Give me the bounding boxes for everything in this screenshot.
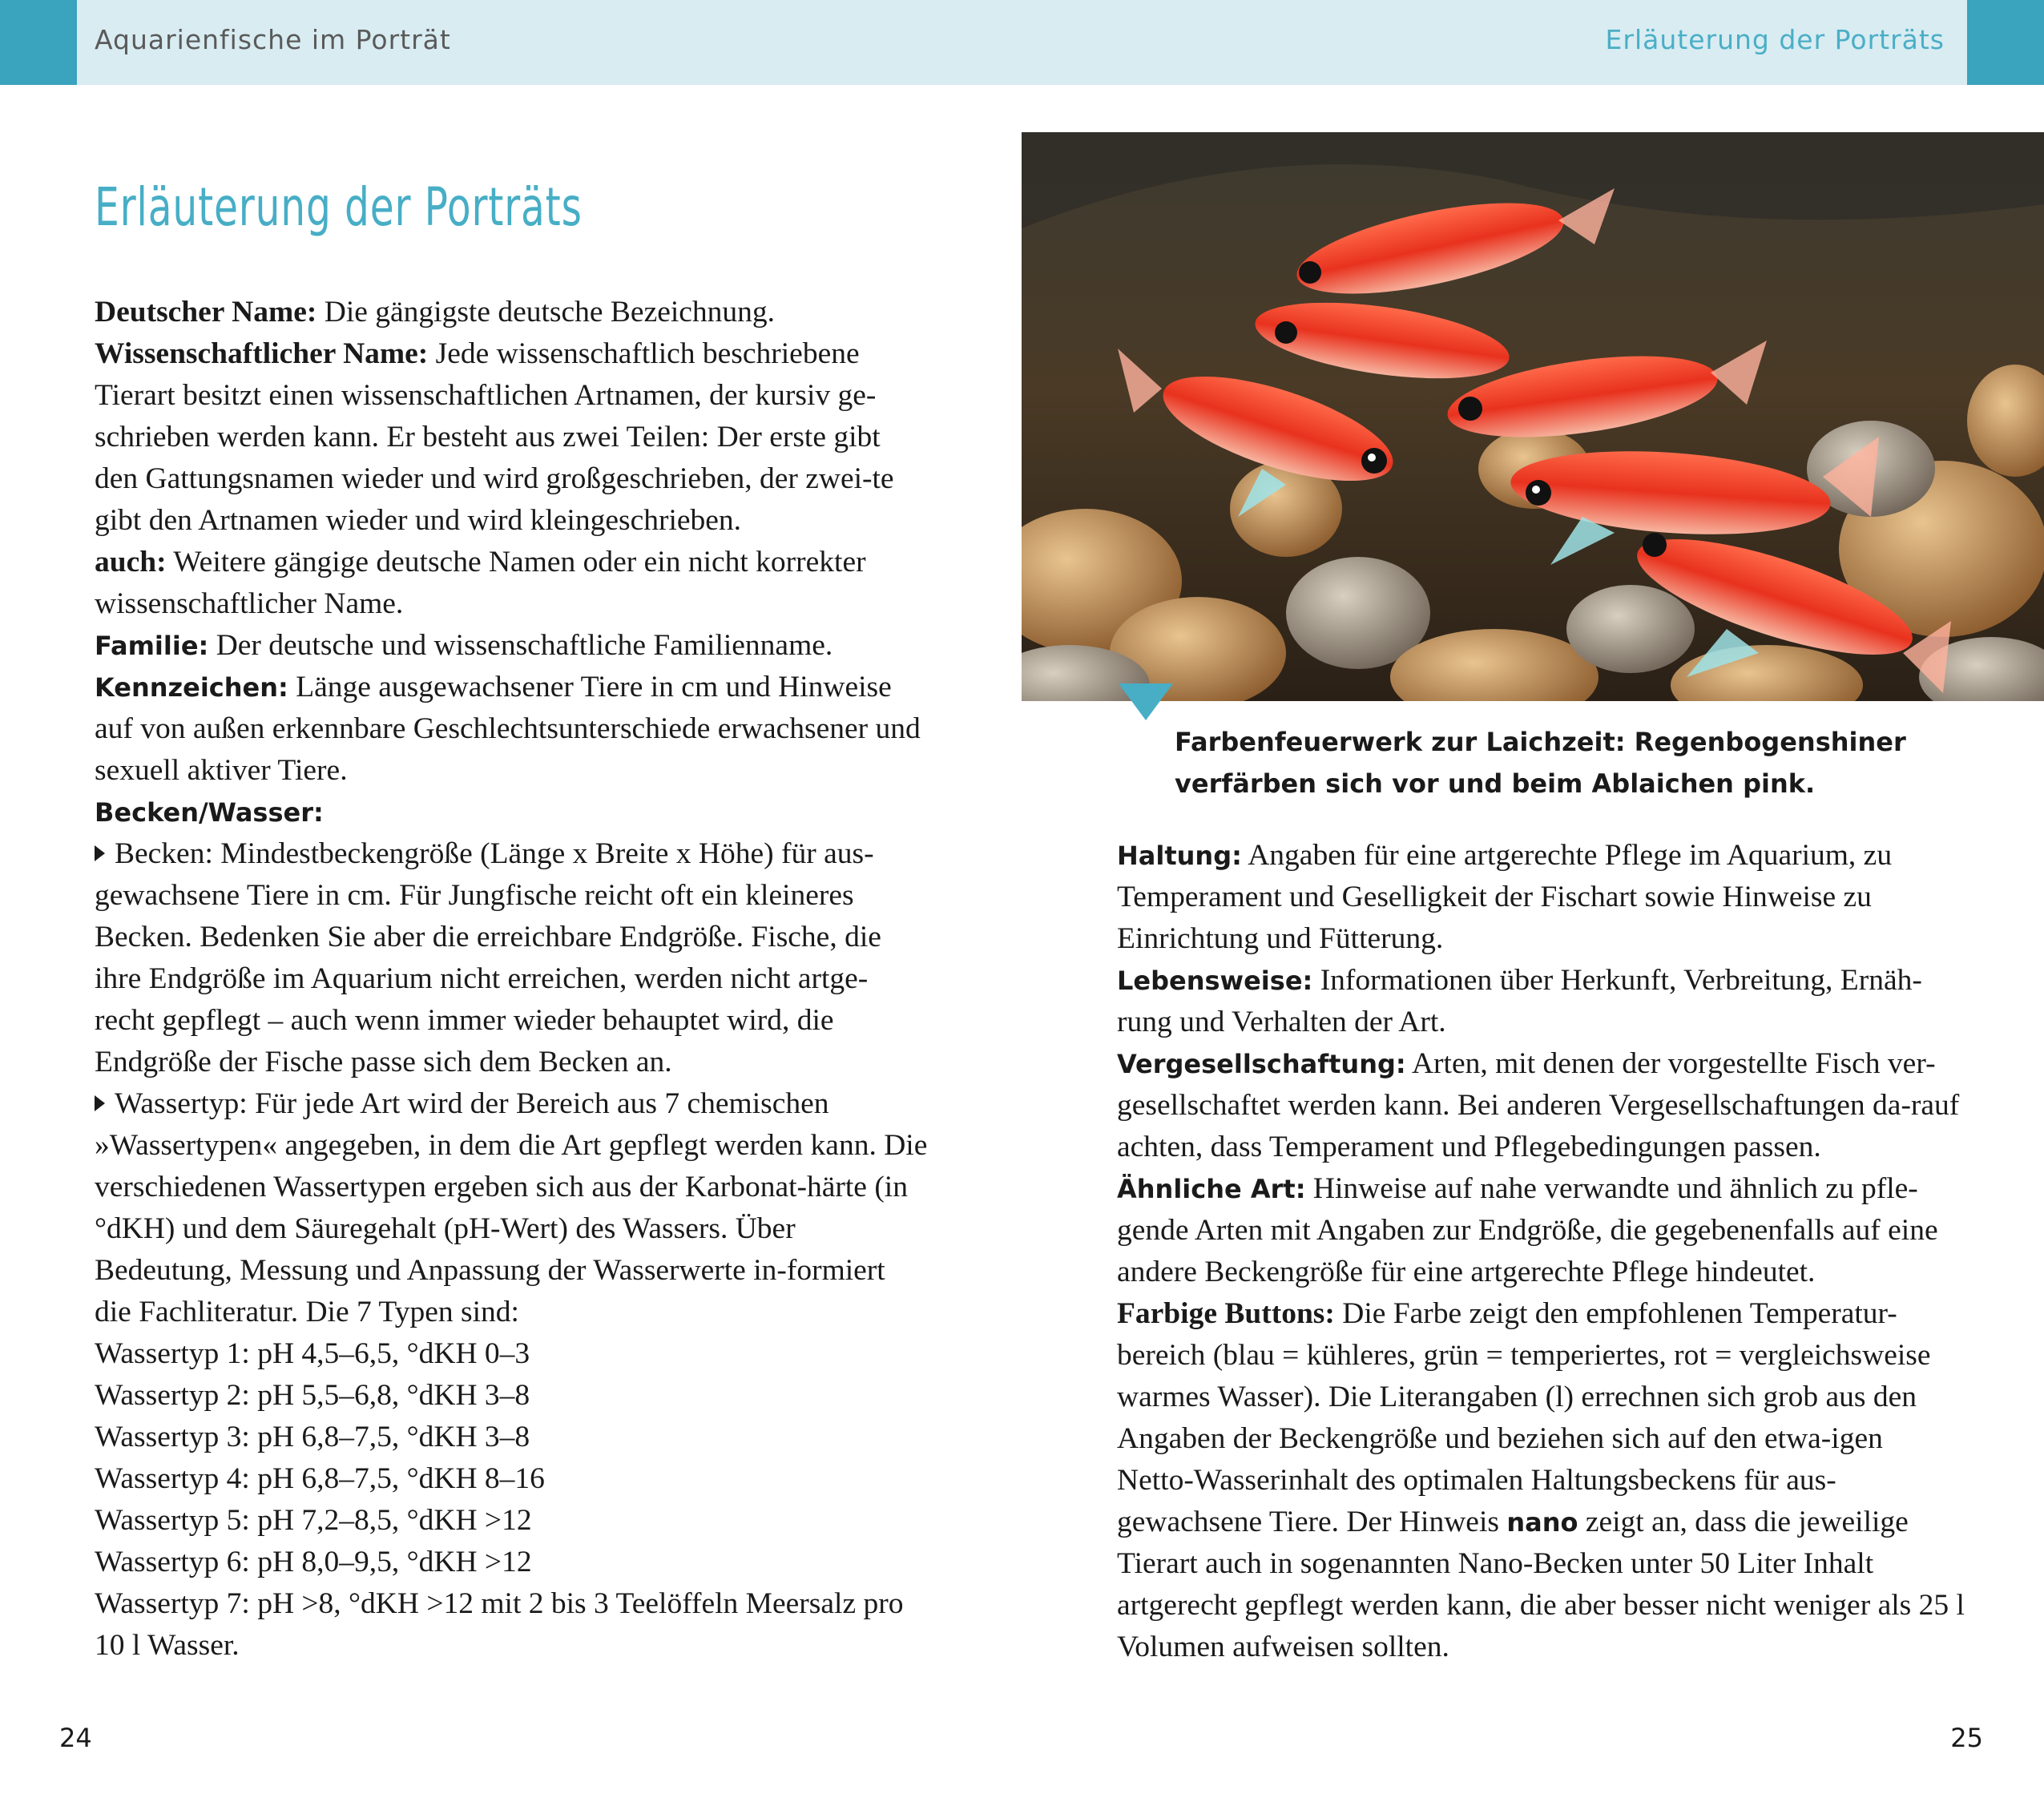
label: Lebensweise:: [1117, 966, 1313, 996]
header-tab-left: [0, 0, 77, 85]
left-column: [95, 292, 928, 1667]
text: Weitere gängige deutsche Namen oder ein nicht korrekter wissenschaftlicher Name.: [95, 546, 866, 620]
label: Farbige Buttons:: [1117, 1297, 1335, 1330]
paragraph-haltung: [1117, 835, 1966, 960]
text: Wassertyp: Für jede Art wird der Bereich aus 7 chemischen »Wassertypen« angegeben, in dem die Art gepflegt werden kann. Die verschiedenen Wassertypen ergeben sich aus der Karbonat-härte (in °dKH) und dem Säuregehalt (pH-Wert) des Wassers. Über Bedeutung, Messung und Anpassung der Wasserwerte in-formiert die Fachliteratur. Die 7 Typen sind:: [95, 1087, 928, 1328]
paragraph-auch: [95, 542, 928, 625]
running-header: [0, 0, 2044, 85]
text: Angaben für eine artgerechte Pflege im Aquarium, zu Temperament und Geselligkeit der Fischart sowie Hinweise zu Einrichtung und Fütterung.: [1117, 839, 1893, 955]
label: auch:: [95, 546, 167, 579]
bullet-arrow-icon: [95, 845, 105, 861]
page-number-left: 24: [59, 1723, 92, 1753]
text: Die gängigste deutsche Bezeichnung.: [316, 296, 776, 329]
text: Informationen über Herkunft, Verbreitung, Ernäh-rung und Verhalten der Art.: [1117, 964, 1922, 1038]
header-tab-right: [1967, 0, 2044, 85]
paragraph-kennzeichen: [95, 667, 928, 792]
fish-photo-illustration: [1022, 132, 2044, 701]
wassertyp-line: Wassertyp 7: pH >8, °dKH >12 mit 2 bis 3 Teelöffeln Meersalz pro 10 l Wasser.: [95, 1587, 904, 1662]
photo-caption: Farbenfeuerwerk zur Laichzeit: Regenbogenshiner verfärben sich vor und beim Ablaichen pink.: [1175, 727, 1906, 799]
paragraph-familie: [95, 625, 928, 667]
label: Wissenschaftlicher Name:: [95, 337, 429, 370]
bullet-wassertyp: [95, 1083, 928, 1333]
label: Kennzeichen:: [95, 672, 288, 703]
text: Der deutsche und wissenschaftliche Familienname.: [208, 629, 833, 662]
page-number-right: 25: [1950, 1723, 1983, 1753]
wassertyp-line: Wassertyp 1: pH 4,5–6,5, °dKH 0–3: [95, 1337, 530, 1370]
paragraph-vergesellschaftung: [1117, 1043, 1966, 1168]
paragraph-deutscher-name: [95, 292, 928, 333]
text: Arten, mit denen der vorgestellte Fisch ver-gesellschaftet werden kann. Bei anderen Vergesellschaftungen da-rauf achten, dass Temperament und Pflegebedingungen passen.: [1117, 1047, 1960, 1163]
paragraph-wissenschaftlicher-name: [95, 333, 928, 542]
label: Becken/Wasser:: [95, 797, 324, 828]
label: Familie:: [95, 631, 209, 661]
text: Länge ausgewachsener Tiere in cm und Hinweise auf von außen erkennbare Geschlechtsunterschiede erwachsener und sexuell aktiver Tiere.: [95, 671, 921, 787]
wassertyp-line: Wassertyp 3: pH 6,8–7,5, °dKH 3–8: [95, 1421, 530, 1453]
text: Hinweise auf nahe verwandte und ähnlich zu pfle-gende Arten mit Angaben zur Endgröße, die gegebenenfalls auf eine andere Beckengröße für eine artgerechte Pflege hindeutet.: [1117, 1172, 1938, 1288]
bullet-becken: [95, 833, 928, 1083]
running-title-right: Erläuterung der Porträts: [1605, 24, 1945, 55]
text: zeigt an, dass die jeweilige Tierart auch in sogenannten Nano-Becken unter 50 Liter Inhalt artgerecht gepflegt werden kann, die aber besser nicht weniger als 25 l Volumen aufweisen sollten.: [1117, 1506, 1965, 1663]
paragraph-aehnliche-art: [1117, 1168, 1966, 1293]
wassertyp-line: Wassertyp 4: pH 6,8–7,5, °dKH 8–16: [95, 1462, 545, 1495]
wassertyp-line: Wassertyp 5: pH 7,2–8,5, °dKH >12: [95, 1504, 532, 1537]
paragraph-becken-wasser: [95, 792, 928, 833]
bullet-arrow-icon: [95, 1095, 105, 1111]
nano-label: nano: [1506, 1507, 1578, 1538]
text: Becken: Mindestbeckengröße (Länge x Breite x Höhe) für aus-gewachsene Tiere in cm. Für Jungfische reicht oft ein kleineres Becken. Bedenken Sie aber die erreichbare Endgröße. Fische, die ihre Endgröße im Aquarium nicht erreichen, werden nicht artge-recht gepflegt – auch wenn immer wieder behauptet wird, die Endgröße der Fische passe sich dem Becken an.: [95, 837, 881, 1078]
wassertyp-line: Wassertyp 6: pH 8,0–9,5, °dKH >12: [95, 1546, 532, 1578]
text: Die Farbe zeigt den empfohlenen Temperatur-bereich (blau = kühleres, grün = temperiertes, rot = vergleichsweise warmes Wasser). Die Literangaben (l) errechnen sich grob aus den Angaben der Beckengröße und beziehen sich auf den etwa-igen Netto-Wasserinhalt des optimalen Haltungsbeckens für aus-gewachsene Tiere. Der Hinweis: [1117, 1297, 1931, 1538]
wassertyp-line: Wassertyp 2: pH 5,5–6,8, °dKH 3–8: [95, 1379, 530, 1412]
label: Haltung:: [1117, 841, 1242, 871]
right-column: [1117, 835, 1966, 1668]
label: Vergesellschaftung:: [1117, 1049, 1406, 1079]
running-title-left: Aquarienfische im Porträt: [95, 24, 451, 55]
paragraph-farbige-buttons: [1117, 1293, 1966, 1668]
caption-pointer-icon: [1119, 683, 1173, 720]
text: Jede wissenschaftlich beschriebene Tierart besitzt einen wissenschaftlichen Artnamen, der kursiv ge-schrieben werden kann. Er besteht aus zwei Teilen: Der erste gibt den Gattungsnamen wieder und wird großgeschrieben, der zwei-te gibt den Artnamen wieder und wird kleingeschrieben.: [95, 337, 894, 537]
page-title: Erläuterung der Porträts: [95, 176, 583, 238]
paragraph-lebensweise: [1117, 960, 1966, 1043]
fish-photo: [1022, 132, 2044, 701]
label: Deutscher Name:: [95, 296, 317, 329]
label: Ähnliche Art:: [1117, 1174, 1306, 1204]
